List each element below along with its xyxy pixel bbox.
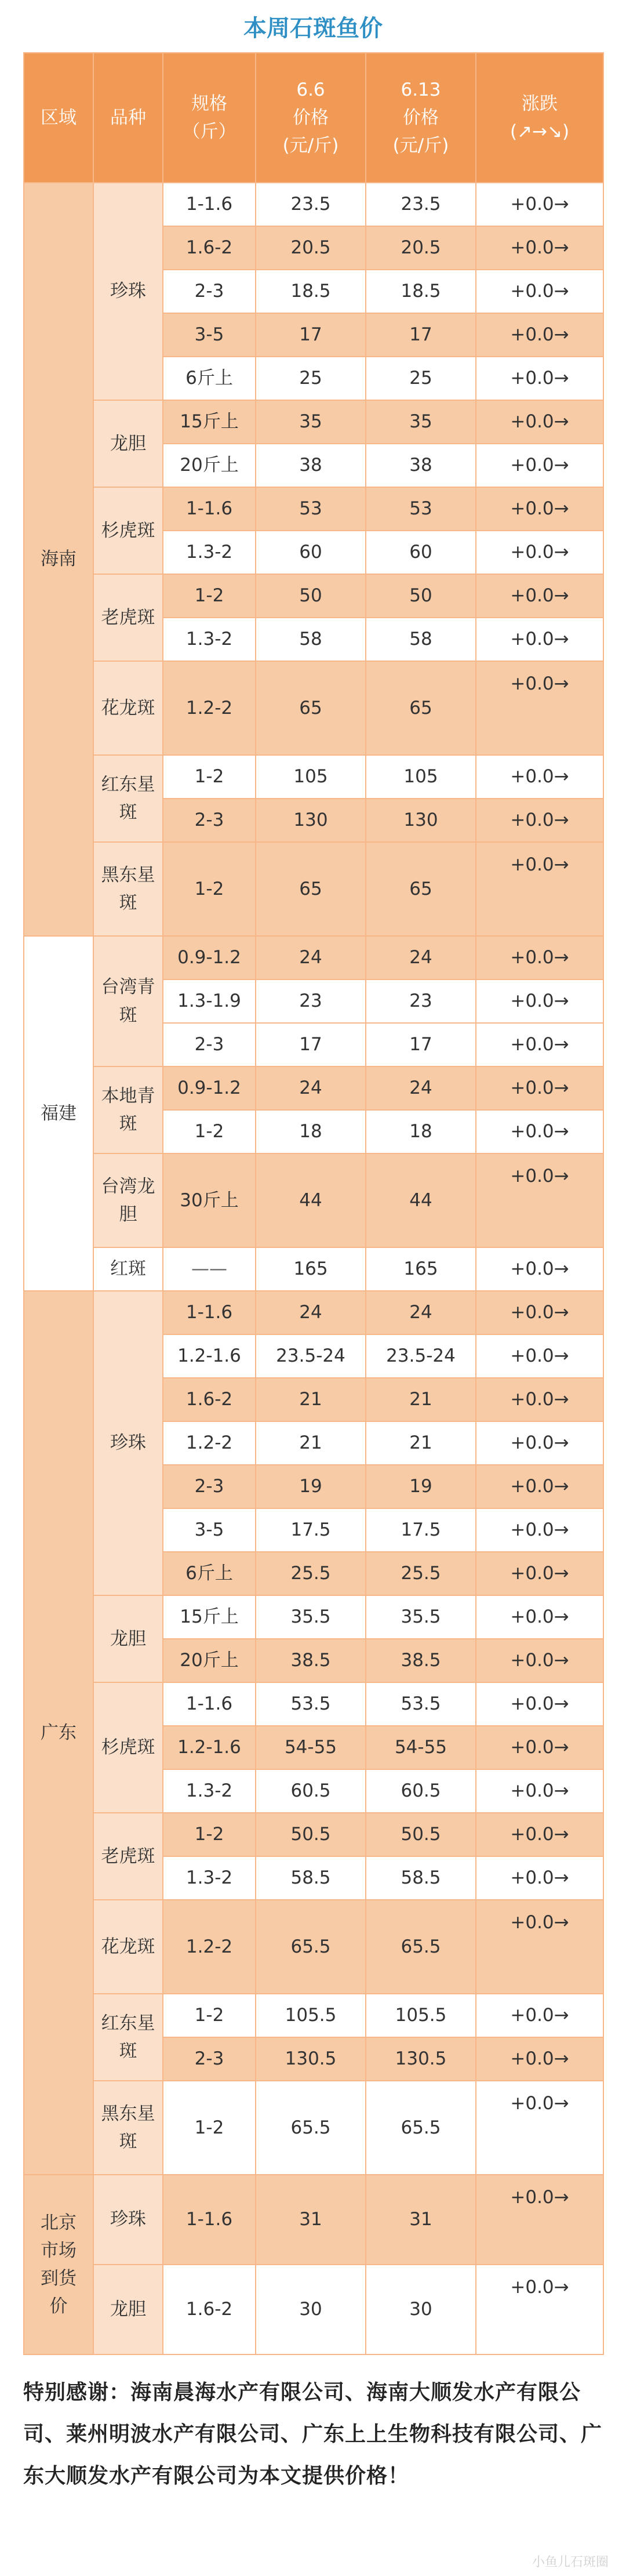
price-cell: 60 (366, 531, 476, 574)
spec-cell: 20斤上 (163, 444, 256, 487)
price-cell: 23.5-24 (366, 1334, 476, 1378)
table-row (24, 2175, 603, 2265)
variety-cell: 珍珠 (93, 1291, 163, 1595)
table-row (24, 1153, 603, 1247)
price-cell: 24 (366, 936, 476, 979)
header-region: 区域 (24, 53, 93, 183)
price-cell: 58.5 (366, 1856, 476, 1900)
spec-cell: 1-2 (163, 2081, 256, 2175)
change-cell: +0.0→ (476, 2265, 603, 2354)
spec-cell: 1.3-1.9 (163, 979, 256, 1023)
price-cell: 25 (366, 357, 476, 400)
price-cell: 17 (366, 1023, 476, 1066)
price-cell: 23.5 (256, 183, 366, 226)
change-cell: +0.0→ (476, 357, 603, 400)
variety-cell: 本地青斑 (93, 1066, 163, 1153)
table-row (24, 1813, 603, 1856)
price-cell: 17 (256, 313, 366, 357)
price-cell: 23.5 (366, 183, 476, 226)
variety-cell: 黑东星斑 (93, 842, 163, 936)
change-cell: +0.0→ (476, 799, 603, 842)
change-cell: +0.0→ (476, 574, 603, 618)
header-date2-price: 6.13 价格 (元/斤) (366, 53, 476, 183)
change-cell: +0.0→ (476, 1334, 603, 1378)
spec-cell: 0.9-1.2 (163, 1066, 256, 1110)
spec-cell: 1.2-2 (163, 1421, 256, 1465)
change-cell: +0.0→ (476, 755, 603, 799)
table-row (24, 1994, 603, 2037)
table-row (24, 1595, 603, 1639)
variety-cell: 龙胆 (93, 1595, 163, 1682)
price-cell: 21 (366, 1421, 476, 1465)
change-cell: +0.0→ (476, 1595, 603, 1639)
change-cell: +0.0→ (476, 1247, 603, 1291)
price-cell: 165 (256, 1247, 366, 1291)
change-cell: +0.0→ (476, 2175, 603, 2265)
variety-cell: 杉虎斑 (93, 1682, 163, 1813)
price-cell: 24 (256, 1291, 366, 1334)
spec-cell: 1.3-2 (163, 1856, 256, 1900)
price-cell: 38 (256, 444, 366, 487)
table-row (24, 1900, 603, 1994)
price-cell: 18.5 (256, 270, 366, 313)
region-cell: 海南 (24, 183, 93, 936)
variety-cell: 珍珠 (93, 2175, 163, 2265)
price-cell: 54-55 (366, 1726, 476, 1769)
change-cell: +0.0→ (476, 2081, 603, 2175)
price-cell: 54-55 (256, 1726, 366, 1769)
price-cell: 38.5 (256, 1639, 366, 1682)
price-cell: 58 (256, 618, 366, 661)
table-row (24, 183, 603, 226)
price-cell: 18.5 (366, 270, 476, 313)
price-cell: 65 (366, 842, 476, 936)
spec-cell: 1.3-2 (163, 618, 256, 661)
price-cell: 17.5 (256, 1508, 366, 1552)
spec-cell: 1.3-2 (163, 1769, 256, 1813)
variety-cell: 台湾青斑 (93, 936, 163, 1066)
spec-cell: 6斤上 (163, 1552, 256, 1595)
header-spec: 规格 （斤） (163, 53, 256, 183)
variety-cell: 龙胆 (93, 400, 163, 487)
table-row (24, 936, 603, 979)
change-cell: +0.0→ (476, 531, 603, 574)
price-cell: 17 (256, 1023, 366, 1066)
price-cell: 20.5 (256, 226, 366, 270)
price-cell: 35.5 (366, 1595, 476, 1639)
price-cell: 20.5 (366, 226, 476, 270)
change-cell: +0.0→ (476, 270, 603, 313)
change-cell: +0.0→ (476, 1813, 603, 1856)
price-cell: 24 (256, 1066, 366, 1110)
spec-cell: 1-2 (163, 1994, 256, 2037)
change-cell: +0.0→ (476, 400, 603, 444)
price-cell: 35.5 (256, 1595, 366, 1639)
price-cell: 53 (256, 487, 366, 531)
change-cell: +0.0→ (476, 1378, 603, 1421)
spec-cell: 1.6-2 (163, 2265, 256, 2354)
price-cell: 65.5 (366, 2081, 476, 2175)
price-cell: 58 (366, 618, 476, 661)
spec-cell: 1-1.6 (163, 183, 256, 226)
spec-cell: 1.6-2 (163, 1378, 256, 1421)
price-cell: 53 (366, 487, 476, 531)
table-row (24, 842, 603, 936)
variety-cell: 黑东星斑 (93, 2081, 163, 2175)
price-cell: 21 (256, 1378, 366, 1421)
header-change: 涨跌 (↗→↘) (476, 53, 603, 183)
table-row (24, 1247, 603, 1291)
price-cell: 24 (366, 1291, 476, 1334)
change-cell: +0.0→ (476, 1639, 603, 1682)
change-cell: +0.0→ (476, 1769, 603, 1813)
spec-cell: 1-1.6 (163, 487, 256, 531)
price-cell: 44 (256, 1153, 366, 1247)
price-cell: 53.5 (256, 1682, 366, 1726)
spec-cell: 2-3 (163, 270, 256, 313)
table-row (24, 755, 603, 799)
price-cell: 50 (366, 574, 476, 618)
spec-cell: 1-2 (163, 842, 256, 936)
price-cell: 21 (366, 1378, 476, 1421)
price-cell: 44 (366, 1153, 476, 1247)
header-variety: 品种 (93, 53, 163, 183)
price-cell: 38.5 (366, 1639, 476, 1682)
variety-cell: 花龙斑 (93, 1900, 163, 1994)
spec-cell: 2-3 (163, 1023, 256, 1066)
price-cell: 31 (366, 2175, 476, 2265)
spec-cell: 1-1.6 (163, 1682, 256, 1726)
spec-cell: 3-5 (163, 1508, 256, 1552)
change-cell: +0.0→ (476, 444, 603, 487)
variety-cell: 台湾龙胆 (93, 1153, 163, 1247)
change-cell: +0.0→ (476, 661, 603, 755)
region-cell: 广东 (24, 1291, 93, 2175)
page-title: 本周石斑鱼价 (243, 14, 383, 42)
price-cell: 130.5 (256, 2037, 366, 2081)
price-cell: 60.5 (366, 1769, 476, 1813)
spec-cell: 1.2-2 (163, 1900, 256, 1994)
variety-cell: 珍珠 (93, 183, 163, 400)
change-cell: +0.0→ (476, 183, 603, 226)
header-date1-price: 6.6 价格 (元/斤) (256, 53, 366, 183)
change-cell: +0.0→ (476, 1726, 603, 1769)
price-cell: 130.5 (366, 2037, 476, 2081)
price-cell: 130 (366, 799, 476, 842)
change-cell: +0.0→ (476, 2037, 603, 2081)
price-cell: 35 (256, 400, 366, 444)
spec-cell: 15斤上 (163, 1595, 256, 1639)
change-cell: +0.0→ (476, 1066, 603, 1110)
region-cell: 北京市场到货价 (24, 2175, 93, 2354)
change-cell: +0.0→ (476, 1994, 603, 2037)
price-cell: 65 (366, 661, 476, 755)
price-cell: 130 (256, 799, 366, 842)
spec-cell: 3-5 (163, 313, 256, 357)
table-row (24, 2265, 603, 2354)
change-cell: +0.0→ (476, 1900, 603, 1994)
spec-cell: 1.6-2 (163, 226, 256, 270)
change-cell: +0.0→ (476, 1110, 603, 1153)
table-row (24, 1066, 603, 1110)
variety-cell: 老虎斑 (93, 1813, 163, 1900)
change-cell: +0.0→ (476, 1153, 603, 1247)
change-cell: +0.0→ (476, 487, 603, 531)
spec-cell: 1-2 (163, 1110, 256, 1153)
table-row (24, 487, 603, 531)
price-cell: 50.5 (366, 1813, 476, 1856)
variety-cell: 老虎斑 (93, 574, 163, 661)
variety-cell: 红东星斑 (93, 755, 163, 842)
price-cell: 30 (366, 2265, 476, 2354)
price-cell: 18 (256, 1110, 366, 1153)
spec-cell: 0.9-1.2 (163, 936, 256, 979)
acknowledgement-body: 海南晨海水产有限公司、海南大顺发水产有限公司、莱州明波水产有限公司、广东上上生物科技有限公司、广东大顺发水产有限公司为本文提供价格！ (23, 2381, 603, 2488)
price-cell: 65.5 (366, 1900, 476, 1994)
table-row (24, 400, 603, 444)
price-cell: 65.5 (256, 2081, 366, 2175)
price-cell: 38 (366, 444, 476, 487)
spec-cell: 1-2 (163, 755, 256, 799)
price-cell: 31 (256, 2175, 366, 2265)
variety-cell: 龙胆 (93, 2265, 163, 2354)
price-cell: 65 (256, 661, 366, 755)
table-row (24, 661, 603, 755)
price-cell: 18 (366, 1110, 476, 1153)
change-cell: +0.0→ (476, 842, 603, 936)
price-cell: 58.5 (256, 1856, 366, 1900)
price-cell: 23 (366, 979, 476, 1023)
price-cell: 24 (256, 936, 366, 979)
spec-cell: 1-1.6 (163, 2175, 256, 2265)
spec-cell: 2-3 (163, 799, 256, 842)
price-cell: 17 (366, 313, 476, 357)
spec-cell: —— (163, 1247, 256, 1291)
spec-cell: 20斤上 (163, 1639, 256, 1682)
change-cell: +0.0→ (476, 1552, 603, 1595)
table-row (24, 574, 603, 618)
price-cell: 25.5 (366, 1552, 476, 1595)
change-cell: +0.0→ (476, 1023, 603, 1066)
price-cell: 65.5 (256, 1900, 366, 1994)
change-cell: +0.0→ (476, 1508, 603, 1552)
price-cell: 165 (366, 1247, 476, 1291)
spec-cell: 2-3 (163, 1465, 256, 1508)
price-cell: 60 (256, 531, 366, 574)
price-cell: 25.5 (256, 1552, 366, 1595)
table-row (24, 2081, 603, 2175)
change-cell: +0.0→ (476, 1421, 603, 1465)
price-table (23, 52, 604, 2355)
price-cell: 105 (256, 755, 366, 799)
variety-cell: 花龙斑 (93, 661, 163, 755)
price-cell: 35 (366, 400, 476, 444)
change-cell: +0.0→ (476, 226, 603, 270)
change-cell: +0.0→ (476, 1682, 603, 1726)
variety-cell: 红斑 (93, 1247, 163, 1291)
spec-cell: 1.2-1.6 (163, 1334, 256, 1378)
spec-cell: 1-1.6 (163, 1291, 256, 1334)
spec-cell: 6斤上 (163, 357, 256, 400)
watermark: 小鱼儿石斑圈 (532, 2555, 609, 2569)
price-cell: 105 (366, 755, 476, 799)
spec-cell: 1.3-2 (163, 531, 256, 574)
change-cell: +0.0→ (476, 313, 603, 357)
spec-cell: 1.2-2 (163, 661, 256, 755)
spec-cell: 1-2 (163, 1813, 256, 1856)
spec-cell: 30斤上 (163, 1153, 256, 1247)
price-cell: 53.5 (366, 1682, 476, 1726)
price-cell: 23.5-24 (256, 1334, 366, 1378)
variety-cell: 红东星斑 (93, 1994, 163, 2081)
price-cell: 21 (256, 1421, 366, 1465)
price-cell: 50.5 (256, 1813, 366, 1856)
price-cell: 105.5 (256, 1994, 366, 2037)
acknowledgement-label: 特别感谢： (23, 2381, 131, 2404)
price-cell: 50 (256, 574, 366, 618)
spec-cell: 15斤上 (163, 400, 256, 444)
price-cell: 19 (366, 1465, 476, 1508)
table-row (24, 1291, 603, 1334)
price-cell: 105.5 (366, 1994, 476, 2037)
table-row (24, 1682, 603, 1726)
table-header-row (24, 53, 603, 183)
change-cell: +0.0→ (476, 618, 603, 661)
spec-cell: 2-3 (163, 2037, 256, 2081)
price-cell: 19 (256, 1465, 366, 1508)
price-cell: 30 (256, 2265, 366, 2354)
change-cell: +0.0→ (476, 1465, 603, 1508)
price-cell: 17.5 (366, 1508, 476, 1552)
price-cell: 24 (366, 1066, 476, 1110)
price-cell: 60.5 (256, 1769, 366, 1813)
acknowledgement-text (23, 2372, 603, 2497)
change-cell: +0.0→ (476, 1856, 603, 1900)
spec-cell: 1-2 (163, 574, 256, 618)
price-cell: 25 (256, 357, 366, 400)
change-cell: +0.0→ (476, 979, 603, 1023)
variety-cell: 杉虎斑 (93, 487, 163, 574)
spec-cell: 1.2-1.6 (163, 1726, 256, 1769)
change-cell: +0.0→ (476, 936, 603, 979)
region-cell: 福建 (24, 936, 93, 1291)
price-cell: 23 (256, 979, 366, 1023)
change-cell: +0.0→ (476, 1291, 603, 1334)
price-cell: 65 (256, 842, 366, 936)
